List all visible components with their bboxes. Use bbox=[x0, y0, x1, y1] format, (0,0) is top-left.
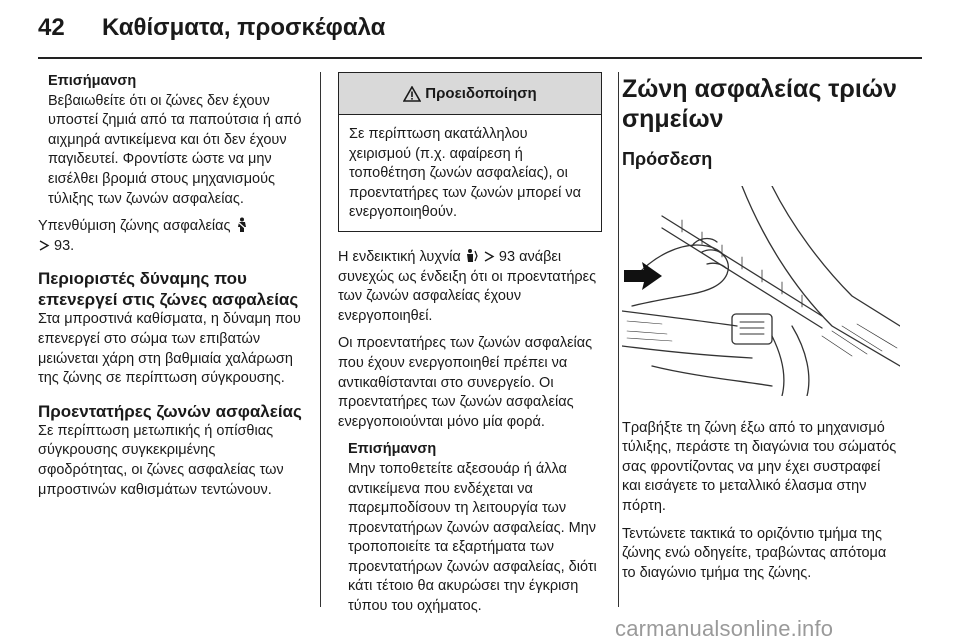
fasten-paragraph-2: Τεντώνετε τακτικά το οριζόντιο τμήμα της ζώνης ενώ οδηγείτε, τραβώντας απότομα το διαγώνιο τμήμα της ζώνης. bbox=[622, 525, 887, 581]
indicator-page-ref[interactable]: 93 bbox=[498, 248, 516, 265]
pretensioner-lamp-icon bbox=[465, 248, 479, 263]
warning-title: Προειδοποίηση bbox=[425, 84, 537, 102]
watermark: carmanualsonline.info bbox=[615, 616, 834, 641]
indicator-text-a: Η ενδεικτική λυχνία bbox=[338, 248, 461, 265]
note-title: Επισήμανση bbox=[48, 73, 137, 89]
page-header bbox=[0, 0, 960, 60]
warning-header bbox=[339, 73, 601, 115]
fasten-paragraph-1: Τραβήξτε τη ζώνη έξω από το μηχανισμό τύλιξης, περάστε τη διαγώνια του σώματός σας φροντίζοντας να μην έχει συστραφεί και εισάγετε το μεταλλικό έλασμα στην πόρτη. bbox=[622, 419, 897, 514]
limiter-text: Στα μπροστινά καθίσματα, η δύναμη που επενεργεί στο σώμα των επιβατών μειώνεται χάρη στη βαθμιαία χαλάρωση της ζώνης σε περίπτωση σύγκρουσης. bbox=[38, 311, 301, 387]
column-divider-left bbox=[320, 72, 321, 607]
header-rule bbox=[38, 57, 922, 59]
note-accessories bbox=[338, 440, 602, 616]
section-subheading: Πρόσδεση bbox=[622, 149, 713, 169]
section-heading: Ζώνη ασφαλείας τριών σημείων bbox=[622, 75, 897, 133]
warning-triangle-icon bbox=[403, 86, 421, 102]
page-ref-arrow-icon bbox=[38, 240, 50, 251]
column-left bbox=[38, 72, 304, 508]
reminder-text: Υπενθύμιση ζώνης ασφαλείας bbox=[38, 218, 231, 235]
warning-text: Σε περίπτωση ακατάλληλου χειρισμού (π.χ. αφαίρεση ή τοποθέτηση ζωνών ασφαλείας), οι προεντατήρες των ζωνών μπορεί να ενεργοποιηθούν. bbox=[349, 126, 581, 221]
reminder-page-ref[interactable]: 93. bbox=[54, 237, 75, 254]
limiter-heading: Περιοριστές δύναμης που επενεργεί στις ζώνες ασφαλείας bbox=[38, 269, 299, 310]
reminder-paragraph bbox=[38, 217, 304, 256]
page-number: 42 bbox=[38, 14, 65, 41]
note-text: Βεβαιωθείτε ότι οι ζώνες δεν έχουν υποστεί ζημιά από τα παπούτσια ή από αιχμηρά αντικείμενα και ότι δεν έχουν παγιδευτεί. Φροντίστε ώστε να μην εισέλθει βρομιά στους μηχανισμούς τύλιξης των ζωνών ασφαλείας. bbox=[48, 92, 302, 207]
column-middle bbox=[338, 72, 602, 625]
warning-box bbox=[338, 72, 602, 232]
note-title: Επισήμανση bbox=[348, 441, 437, 458]
note-damage bbox=[38, 72, 304, 209]
pretensioner-heading: Προεντατήρες ζωνών ασφαλείας bbox=[38, 401, 302, 421]
page-title: Καθίσματα, προσκέφαλα bbox=[102, 14, 386, 41]
pretensioner-text: Σε περίπτωση μετωπικής ή οπίσθιας σύγκρουσης συγκεκριμένης σφοδρότητας, οι ζώνες ασφαλείας των μπροστινών καθισμάτων τεντώνουν. bbox=[38, 422, 284, 498]
note-text: Μην τοποθετείτε αξεσουάρ ή άλλα αντικείμενα που ενδέχεται να παρεμποδίσουν τη λειτουργία των προεντατήρων ζωνών ασφαλείας. Μην τροποποιείτε τα εξαρτήματα των προεντατήρων ζωνών ασφαλείας, διότι κάτι τέτοιο θα ακυρώσει την έγκριση τύπου του οχήματος. bbox=[348, 460, 597, 615]
seatbelt-reminder-icon bbox=[235, 217, 249, 232]
column-right bbox=[622, 72, 902, 591]
replace-text: Οι προεντατήρες των ζωνών ασφαλείας που έχουν ενεργοποιηθεί πρέπει να αντικαθίστανται στο συνεργείο. Οι προεντατήρες των ζωνών ασφαλείας ενεργοποιούνται μόνο μία φορά. bbox=[338, 335, 593, 430]
indicator-paragraph bbox=[338, 248, 602, 326]
indicator-text-b: ανάβει συνεχώς ως ένδειξη ότι οι προεντατήρες των ζωνών ασφαλείας έχουν ενεργοποιηθεί. bbox=[338, 248, 597, 324]
page-ref-arrow-icon bbox=[483, 251, 495, 262]
column-divider-right bbox=[618, 72, 619, 607]
fastening-belt-illustration bbox=[622, 186, 900, 396]
